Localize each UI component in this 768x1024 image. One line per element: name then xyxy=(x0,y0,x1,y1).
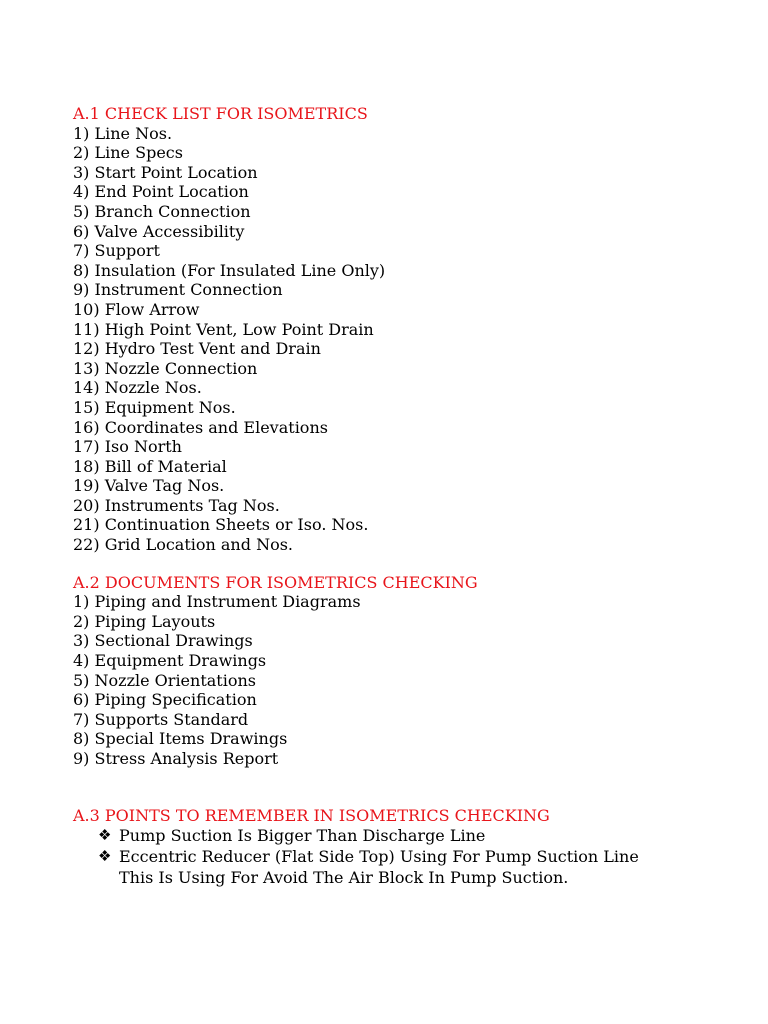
list-item: 11) High Point Vent, Low Point Drain xyxy=(73,319,374,339)
list-item: 13) Nozzle Connection xyxy=(73,358,258,378)
diamond-bullet-icon: ❖ xyxy=(98,847,112,866)
list-item: 6) Valve Accessibility xyxy=(73,221,245,241)
list-item: 8) Special Items Drawings xyxy=(73,729,288,749)
diamond-bullet-icon: ❖ xyxy=(98,826,112,845)
list-item: 4) Equipment Drawings xyxy=(73,651,267,671)
list-item: 21) Continuation Sheets or Iso. Nos. xyxy=(73,515,369,535)
bullet-item xyxy=(73,846,753,888)
list-item: 2) Piping Layouts xyxy=(73,611,216,631)
section-a1 xyxy=(73,104,753,555)
list-item: 20) Instruments Tag Nos. xyxy=(73,495,280,515)
document-page xyxy=(73,104,753,888)
section-a3 xyxy=(73,806,753,889)
list-item: 3) Start Point Location xyxy=(73,162,258,182)
list-item: 15) Equipment Nos. xyxy=(73,397,236,417)
section-a2 xyxy=(73,573,753,769)
documents-list xyxy=(73,592,753,768)
points-to-remember-list xyxy=(73,825,753,888)
bullet-item xyxy=(73,825,753,846)
list-item: 19) Valve Tag Nos. xyxy=(73,476,225,496)
list-item: 3) Sectional Drawings xyxy=(73,631,253,651)
bullet-text: Eccentric Reducer (Flat Side Top) Using For Pump Suction Line xyxy=(119,847,639,867)
checklist-isometrics xyxy=(73,124,753,555)
list-item: 12) Hydro Test Vent and Drain xyxy=(73,339,321,359)
list-item: 18) Bill of Material xyxy=(73,456,227,476)
section-heading-a3: A.3 POINTS TO REMEMBER IN ISOMETRICS CHECKING xyxy=(73,805,550,825)
section-heading-a2: A.2 DOCUMENTS FOR ISOMETRICS CHECKING xyxy=(73,572,478,592)
list-item: 10) Flow Arrow xyxy=(73,299,200,319)
list-item: 9) Instrument Connection xyxy=(73,280,283,300)
bullet-text: Pump Suction Is Bigger Than Discharge Line xyxy=(119,826,486,846)
list-item: 7) Support xyxy=(73,241,160,261)
list-item: 6) Piping Specification xyxy=(73,690,257,710)
list-item: 8) Insulation (For Insulated Line Only) xyxy=(73,260,386,280)
list-item: 1) Line Nos. xyxy=(73,123,173,143)
list-item: 9) Stress Analysis Report xyxy=(73,749,279,768)
list-item: 17) Iso North xyxy=(73,437,182,457)
list-item: 5) Branch Connection xyxy=(73,201,251,221)
list-item: 7) Supports Standard xyxy=(73,709,249,729)
list-item: 4) End Point Location xyxy=(73,182,249,202)
list-item: 1) Piping and Instrument Diagrams xyxy=(73,592,361,612)
section-heading-a1: A.1 CHECK LIST FOR ISOMETRICS xyxy=(73,104,368,123)
list-item: 2) Line Specs xyxy=(73,143,183,163)
bullet-text-continuation: This Is Using For Avoid The Air Block In Pump Suction. xyxy=(119,868,569,888)
list-item: 22) Grid Location and Nos. xyxy=(73,535,293,555)
list-item: 14) Nozzle Nos. xyxy=(73,378,202,398)
list-item: 5) Nozzle Orientations xyxy=(73,670,256,690)
list-item: 16) Coordinates and Elevations xyxy=(73,417,328,437)
